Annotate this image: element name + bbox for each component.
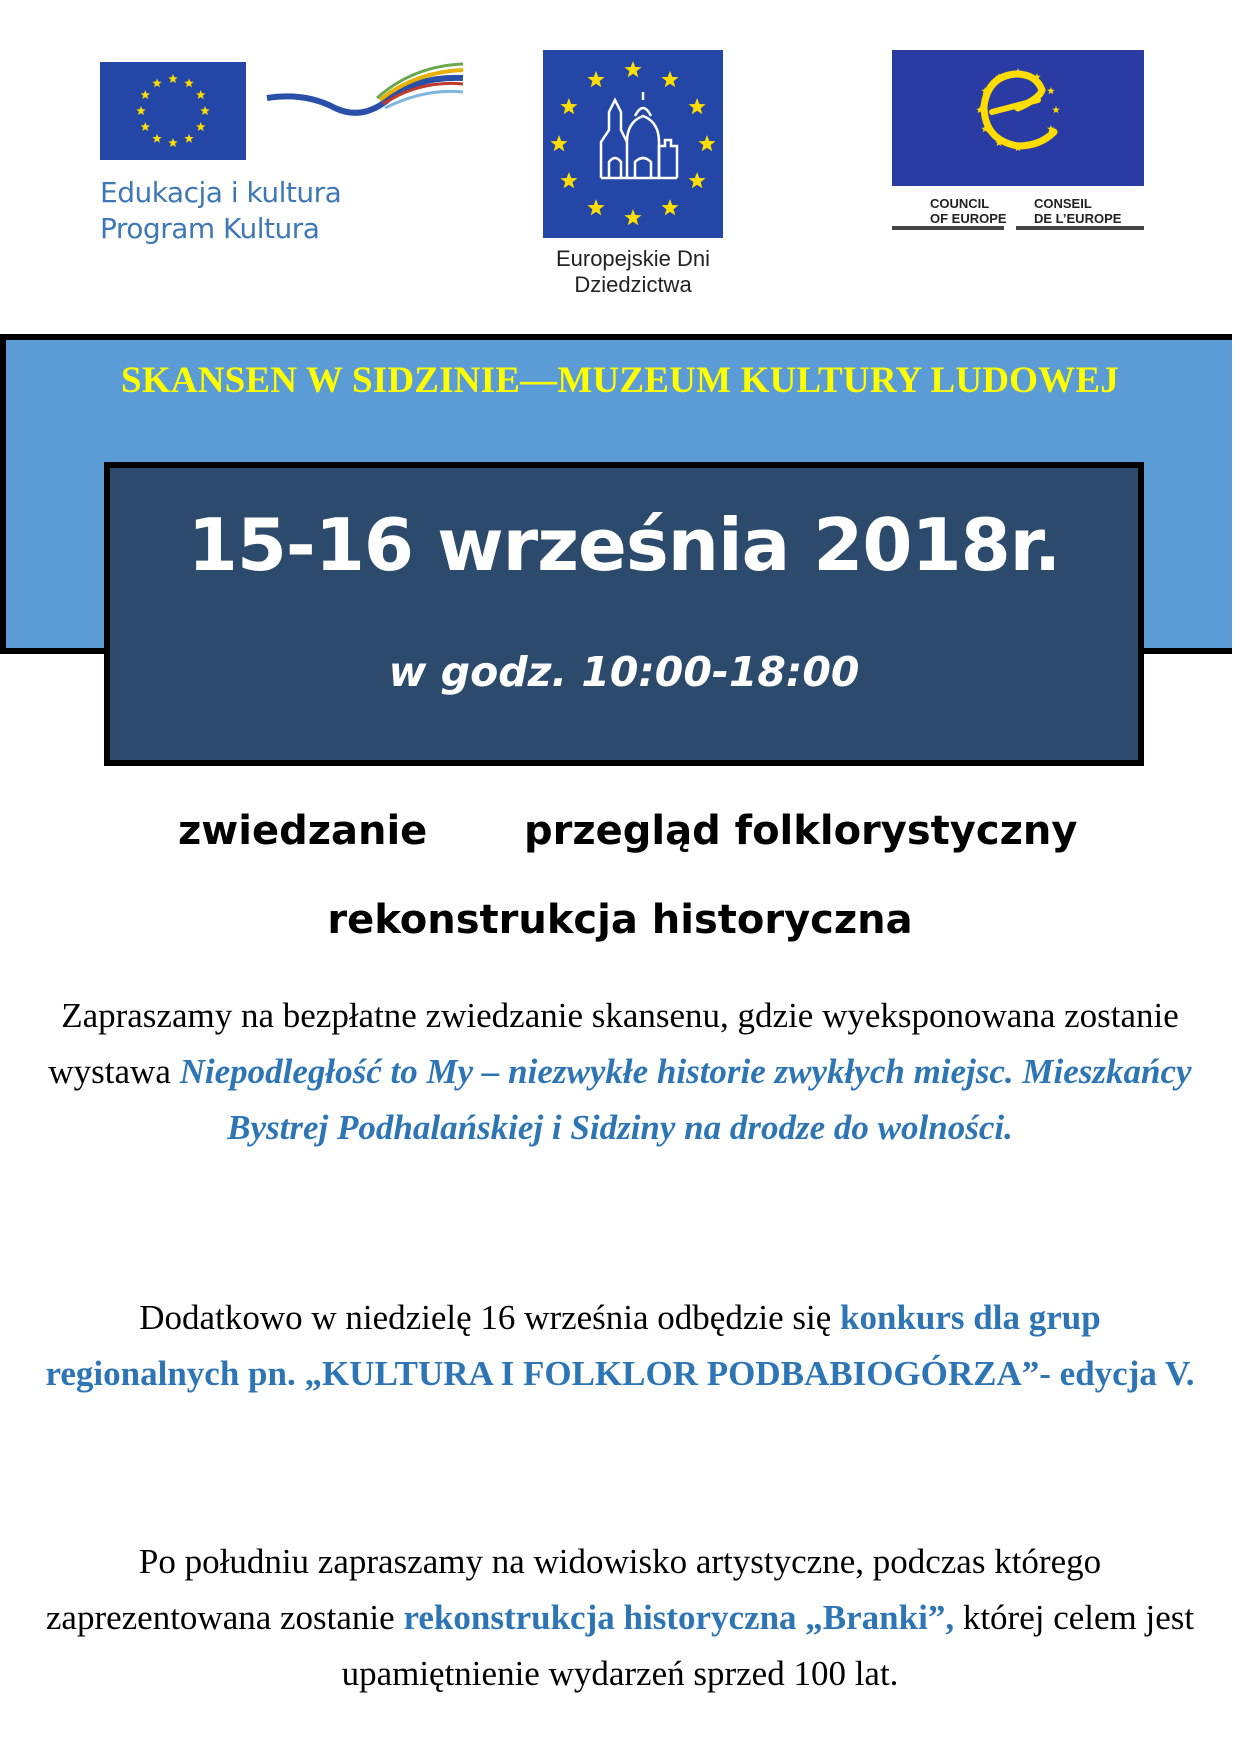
event-date: 15-16 września 2018r. (187, 503, 1061, 587)
education-line2: Program Kultura (100, 212, 320, 245)
event-hours: w godz. 10:00-18:00 (388, 648, 860, 696)
council-divider-left (892, 226, 1004, 230)
paragraph-show: Po południu zapraszamy na widowisko artystyczne, podczas którego zaprezentowana zostanie rekonstrukcja historyczna „Branki”, której celem jest upamiętnienie wydarzeń sprzed 100 lat. (45, 1542, 1195, 1693)
council-english-label: COUNCIL OF EUROPE (930, 196, 1007, 226)
paragraph-exhibition: Zapraszamy na bezpłatne zwiedzanie skansenu, gdzie wyeksponowana zostanie wystawa Niepodległość to My – niezwykłe historie zwykłych miejsc. Mieszkańcy Bystrej Podhalańskiej i Sidziny na drodze do wolności. (48, 996, 1192, 1147)
education-culture-logo (100, 62, 460, 252)
eu-flag-icon (100, 62, 246, 160)
council-french-label: CONSEIL DE L’EUROPE (1034, 196, 1122, 226)
reenactment-title: rekonstrukcja historyczna „Branki”, (403, 1598, 955, 1637)
heritage-days-logo (540, 50, 726, 310)
swoosh-icon (265, 62, 465, 132)
council-of-europe-logo (892, 50, 1144, 240)
activity-sightseeing: zwiedzanie (178, 808, 428, 854)
activity-folklore-review: przegląd folklorystyczny (524, 808, 1078, 854)
education-line1: Edukacja i kultura (100, 176, 342, 209)
date-box (104, 462, 1144, 766)
heritage-days-line2: Dziedzictwa (574, 272, 692, 297)
heritage-days-flag-icon (543, 50, 723, 238)
contest-title: konkurs dla grup regionalnych pn. „KULTURA I FOLKLOR PODBABIOGÓRZA”- edycja V. (45, 1298, 1195, 1393)
paragraph-contest: Dodatkowo w niedzielę 16 września odbędzie się konkurs dla grup regionalnych pn. „KULTURA I FOLKLOR PODBABIOGÓRZA”- edycja V. (45, 1298, 1195, 1393)
activity-reenactment: rekonstrukcja historyczna (327, 897, 913, 943)
council-divider-right (1016, 226, 1144, 230)
exhibition-title: Niepodległość to My – niezwykłe historie zwykłych miejsc. Mieszkańcy Bystrej Podhalańskiej i Sidziny na drodze do wolności. (179, 1052, 1192, 1147)
museum-title: SKANSEN W SIDZINIE—MUZEUM KULTURY LUDOWEJ (121, 360, 1119, 401)
heritage-days-line1: Europejskie Dni (555, 246, 711, 271)
council-of-europe-emblem-icon (892, 50, 1144, 186)
